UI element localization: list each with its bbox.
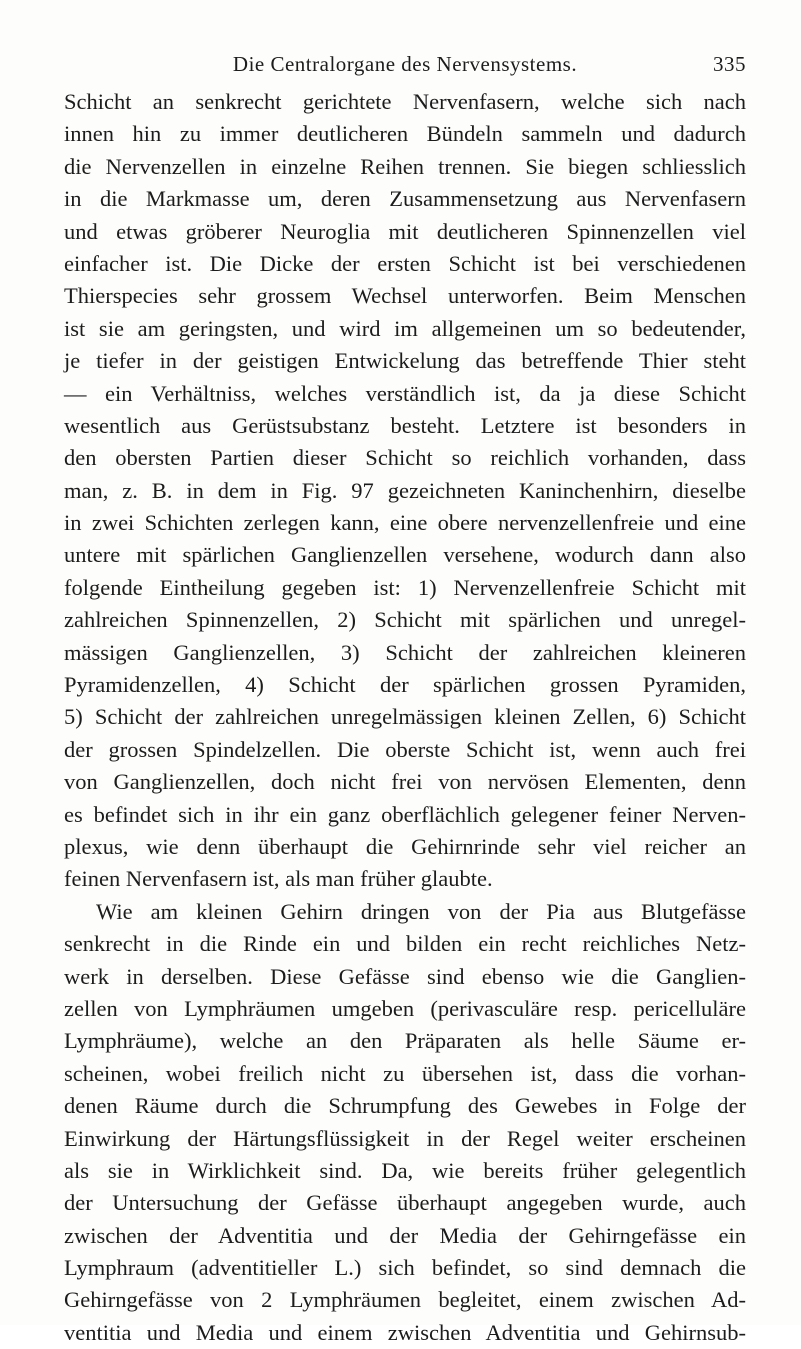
text-line: innen hin zu immer deutlicheren Bündeln sammeln und dadurch bbox=[64, 121, 746, 147]
text-line: zahlreichen Spinnenzellen, 2) Schicht mit spärlichen und unregel- bbox=[64, 607, 746, 633]
text-line: wesentlich aus Gerüstsubstanz besteht. Letztere ist besonders in bbox=[64, 412, 746, 438]
text-line: es befindet sich in ihr ein ganz oberflächlich gelegener feiner Nerven- bbox=[64, 801, 746, 827]
text-line: — ein Verhältniss, welches verständlich ist, da ja diese Schicht bbox=[64, 380, 746, 406]
text-line: ventitia und Media und einem zwischen Adventitia und Gehirnsub- bbox=[64, 1319, 746, 1345]
text-line: den obersten Partien dieser Schicht so reichlich vorhanden, dass bbox=[64, 445, 746, 471]
text-line: feinen Nervenfasern ist, als man früher glaubte. bbox=[64, 866, 493, 892]
text-line: als sie in Wirklichkeit sind. Da, wie bereits früher gelegentlich bbox=[64, 1157, 746, 1183]
paragraph bbox=[64, 86, 746, 896]
text-line: die Nervenzellen in einzelne Reihen trennen. Sie biegen schliesslich bbox=[64, 153, 746, 179]
page-number: 335 bbox=[713, 52, 746, 76]
text-line: untere mit spärlichen Ganglienzellen versehene, wodurch dann also bbox=[64, 542, 746, 568]
text-line: in die Markmasse um, deren Zusammensetzung aus Nervenfasern bbox=[64, 186, 746, 212]
text-line: Thierspecies sehr grossem Wechsel unterworfen. Beim Menschen bbox=[64, 283, 746, 309]
text-line: Einwirkung der Härtungsflüssigkeit in der Regel weiter erscheinen bbox=[64, 1125, 746, 1151]
text-line: von Ganglienzellen, doch nicht frei von nervösen Elementen, denn bbox=[64, 769, 746, 795]
text-line: 5) Schicht der zahlreichen unregelmässigen kleinen Zellen, 6) Schicht bbox=[64, 704, 746, 730]
running-header bbox=[64, 50, 746, 82]
body-text bbox=[64, 86, 746, 1349]
text-line: Lymphräume), welche an den Präparaten als helle Säume er- bbox=[64, 1028, 746, 1054]
text-line: und etwas gröberer Neuroglia mit deutlicheren Spinnenzellen viel bbox=[64, 218, 746, 244]
text-line: mässigen Ganglienzellen, 3) Schicht der zahlreichen kleineren bbox=[64, 639, 746, 665]
text-line: Gehirngefässe von 2 Lymphräumen begleitet, einem zwischen Ad- bbox=[64, 1287, 746, 1313]
text-line: Pyramidenzellen, 4) Schicht der spärlichen grossen Pyramiden, bbox=[64, 672, 746, 698]
text-line: je tiefer in der geistigen Entwickelung das betreffende Thier steht bbox=[64, 348, 746, 374]
text-line: folgende Eintheilung gegeben ist: 1) Nervenzellenfreie Schicht mit bbox=[64, 574, 746, 600]
text-line: zwischen der Adventitia und der Media der Gehirngefässe ein bbox=[64, 1222, 746, 1248]
running-title: Die Centralorgane des Nervensystems. bbox=[232, 52, 578, 76]
text-line: Lymphraum (adventitieller L.) sich befindet, so sind demnach die bbox=[64, 1255, 746, 1281]
text-line: der Untersuchung der Gefässe überhaupt angegeben wurde, auch bbox=[64, 1190, 746, 1216]
text-line: denen Räume durch die Schrumpfung des Gewebes in Folge der bbox=[64, 1093, 746, 1119]
text-line: ist sie am geringsten, und wird im allgemeinen um so bedeutender, bbox=[64, 315, 746, 341]
paragraph bbox=[64, 896, 746, 1349]
text-line: einfacher ist. Die Dicke der ersten Schicht ist bei verschiedenen bbox=[64, 250, 746, 276]
text-line: plexus, wie denn überhaupt die Gehirnrinde sehr viel reicher an bbox=[64, 833, 746, 859]
text-line: in zwei Schichten zerlegen kann, eine obere nervenzellenfreie und eine bbox=[64, 510, 746, 536]
text-line: scheinen, wobei freilich nicht zu übersehen ist, dass die vorhan- bbox=[64, 1060, 746, 1086]
text-line: werk in derselben. Diese Gefässe sind ebenso wie die Ganglien- bbox=[64, 963, 746, 989]
text-line: Schicht an senkrecht gerichtete Nervenfasern, welche sich nach bbox=[64, 89, 746, 114]
text-line: senkrecht in die Rinde ein und bilden ein recht reichliches Netz- bbox=[64, 931, 746, 957]
text-line: zellen von Lymphräumen umgeben (perivasculäre resp. pericelluläre bbox=[64, 995, 746, 1021]
text-line: der grossen Spindelzellen. Die oberste Schicht ist, wenn auch frei bbox=[64, 736, 746, 762]
text-line: man, z. B. in dem in Fig. 97 gezeichneten Kaninchenhirn, dieselbe bbox=[64, 477, 746, 503]
text-line: Wie am kleinen Gehirn dringen von der Pia aus Blutgefässe bbox=[96, 898, 746, 924]
